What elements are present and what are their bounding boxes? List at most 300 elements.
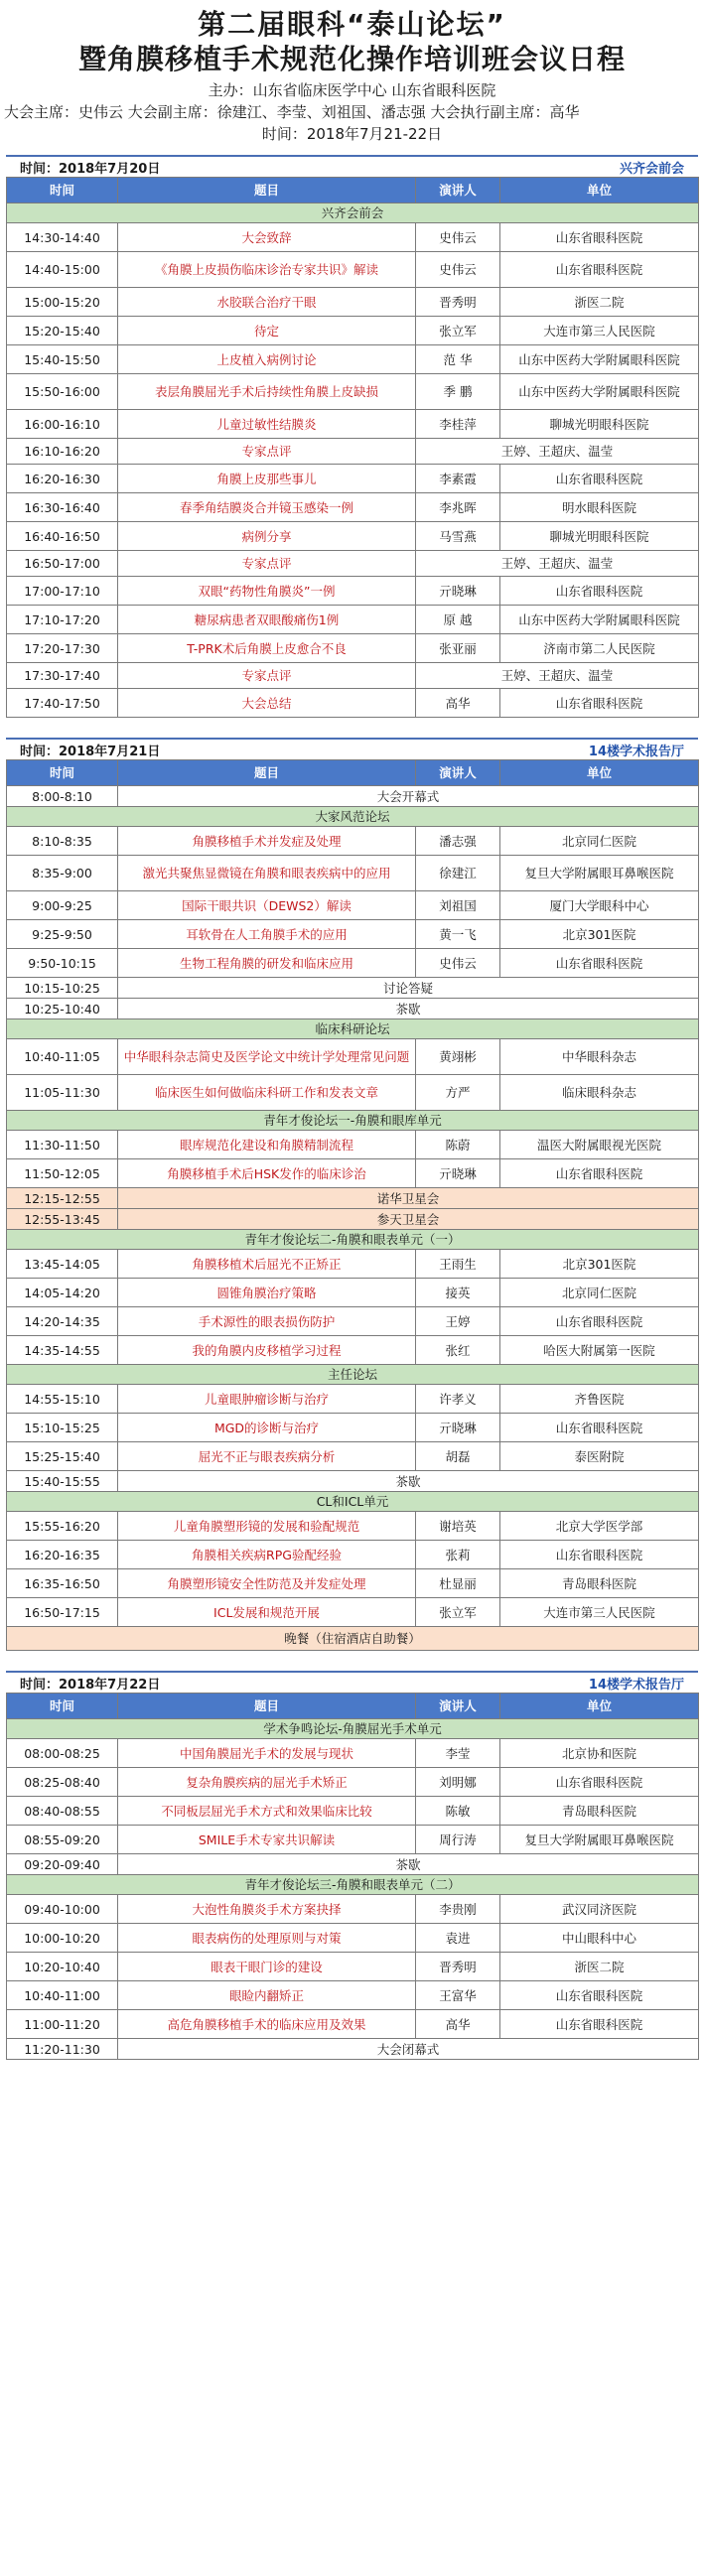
table-row [7, 1131, 699, 1159]
title-line2: 暨角膜移植手术规范化操作培训班会议日程 [77, 43, 626, 75]
table-row [7, 978, 699, 999]
session-topic: 耳软骨在人工角膜手术的应用 [118, 920, 416, 949]
session-unit: 山东省眼科医院 [500, 465, 699, 493]
column-header-time: 时间 [7, 1694, 118, 1719]
section-row [7, 1230, 699, 1250]
session-topic: 眼库规范化建设和角膜精制流程 [118, 1131, 416, 1159]
session-speaker: 胡磊 [416, 1442, 500, 1471]
table-row [7, 522, 699, 551]
column-header-speaker: 演讲人 [416, 178, 500, 203]
session-topic: 角膜移植术后屈光不正矫正 [118, 1250, 416, 1279]
session-unit: 北京301医院 [500, 920, 699, 949]
session-speaker: 史伟云 [416, 252, 500, 288]
session-topic: SMILE手术专家共识解读 [118, 1826, 416, 1854]
session-unit: 聊城光明眼科医院 [500, 522, 699, 551]
section-title: 青年才俊论坛一-角膜和眼库单元 [7, 1111, 699, 1131]
table-row [7, 252, 699, 288]
day-venue: 14楼学术报告厅 [588, 1677, 684, 1693]
session-title: 讨论答疑 [118, 978, 699, 999]
session-unit: 山东省眼科医院 [500, 1307, 699, 1336]
schedule [0, 145, 704, 2060]
day-header [6, 155, 698, 177]
session-time: 11:30-11:50 [7, 1131, 118, 1159]
session-time: 16:35-16:50 [7, 1569, 118, 1598]
session-unit: 山东省眼科医院 [500, 1414, 699, 1442]
table-row [7, 493, 699, 522]
session-speaker: 晋秀明 [416, 288, 500, 317]
session-topic: 中国角膜屈光手术的发展与现状 [118, 1739, 416, 1768]
session-topic: 复杂角膜疾病的屈光手术矫正 [118, 1768, 416, 1797]
table-row [7, 1188, 699, 1209]
session-time: 15:40-15:55 [7, 1471, 118, 1492]
session-topic: 儿童眼肿瘤诊断与治疗 [118, 1385, 416, 1414]
session-time: 9:25-9:50 [7, 920, 118, 949]
session-unit: 大连市第三人民医院 [500, 317, 699, 345]
chairs-line: 大会主席：史伟云 大会副主席：徐建江、李莹、刘祖国、潘志强 大会执行副主席：高华 [4, 103, 580, 121]
table-row [7, 317, 699, 345]
table-row [7, 1307, 699, 1336]
session-speaker: 范 华 [416, 345, 500, 374]
session-speaker: 李莹 [416, 1739, 500, 1768]
session-unit: 山东中医药大学附属眼科医院 [500, 345, 699, 374]
session-topic: 临床医生如何做临床科研工作和发表文章 [118, 1075, 416, 1111]
session-unit: 中华眼科杂志 [500, 1039, 699, 1075]
session-time: 16:20-16:35 [7, 1541, 118, 1569]
session-time: 14:20-14:35 [7, 1307, 118, 1336]
session-time: 16:10-16:20 [7, 439, 118, 465]
session-time: 15:55-16:20 [7, 1512, 118, 1541]
session-time: 14:30-14:40 [7, 223, 118, 252]
session-time: 10:40-11:00 [7, 1981, 118, 2010]
session-time: 14:40-15:00 [7, 252, 118, 288]
table-row [7, 1385, 699, 1414]
session-topic: 高危角膜移植手术的临床应用及效果 [118, 2010, 416, 2039]
table-row [7, 1598, 699, 1627]
section-title: 青年才俊论坛三-角膜和眼表单元（二） [7, 1875, 699, 1895]
session-speaker: 亓晓琳 [416, 1414, 500, 1442]
section-row [7, 807, 699, 827]
table-row [7, 949, 699, 978]
session-time: 15:10-15:25 [7, 1414, 118, 1442]
section-row [7, 1875, 699, 1895]
session-title: 茶歇 [118, 1854, 699, 1875]
table-row [7, 663, 699, 689]
session-unit: 山东省眼科医院 [500, 949, 699, 978]
session-topic: 《角膜上皮损伤临床诊治专家共识》解读 [118, 252, 416, 288]
section-row [7, 1111, 699, 1131]
session-topic: 双眼“药物性角膜炎”一例 [118, 577, 416, 606]
session-time: 16:40-16:50 [7, 522, 118, 551]
session-speaker: 亓晓琳 [416, 577, 500, 606]
session-speaker: 亓晓琳 [416, 1159, 500, 1188]
table-row [7, 439, 699, 465]
table-row [7, 1209, 699, 1230]
session-topic: 屈光不正与眼表疾病分析 [118, 1442, 416, 1471]
session-title: 大会闭幕式 [118, 2039, 699, 2060]
table-row [7, 689, 699, 718]
session-unit: 北京协和医院 [500, 1739, 699, 1768]
session-speaker: 周行涛 [416, 1826, 500, 1854]
session-time: 11:05-11:30 [7, 1075, 118, 1111]
session-topic: 眼睑内翻矫正 [118, 1981, 416, 2010]
session-unit: 山东省眼科医院 [500, 223, 699, 252]
table-row [7, 634, 699, 663]
table-row [7, 920, 699, 949]
table-row [7, 1075, 699, 1111]
session-unit: 山东省眼科医院 [500, 1159, 699, 1188]
session-topic: MGD的诊断与治疗 [118, 1414, 416, 1442]
session-topic: 待定 [118, 317, 416, 345]
session-unit: 山东中医药大学附属眼科医院 [500, 606, 699, 634]
session-unit: 山东省眼科医院 [500, 1541, 699, 1569]
session-unit: 大连市第三人民医院 [500, 1598, 699, 1627]
session-speaker: 李素霞 [416, 465, 500, 493]
session-speaker: 刘明娜 [416, 1768, 500, 1797]
session-topic: 角膜相关疾病RPG验配经验 [118, 1541, 416, 1569]
day-date: 时间：2018年7月22日 [20, 1677, 161, 1693]
session-speaker: 潘志强 [416, 827, 500, 856]
session-time: 08:40-08:55 [7, 1797, 118, 1826]
session-speaker: 黄一飞 [416, 920, 500, 949]
session-unit: 山东省眼科医院 [500, 2010, 699, 2039]
session-unit: 浙医二院 [500, 288, 699, 317]
column-header-topic: 题目 [118, 178, 416, 203]
session-speaker: 王婷、王超庆、温莹 [416, 663, 699, 689]
session-unit: 北京301医院 [500, 1250, 699, 1279]
session-unit: 青岛眼科医院 [500, 1797, 699, 1826]
session-time: 12:15-12:55 [7, 1188, 118, 1209]
session-unit: 武汉同济医院 [500, 1895, 699, 1924]
session-time: 9:00-9:25 [7, 891, 118, 920]
table-row [7, 1739, 699, 1768]
session-speaker: 张立军 [416, 317, 500, 345]
day-header [6, 738, 698, 759]
session-time: 17:40-17:50 [7, 689, 118, 718]
section-row [7, 1492, 699, 1512]
session-topic: 专家点评 [118, 551, 416, 577]
session-topic: 不同板层屈光手术方式和效果临床比较 [118, 1797, 416, 1826]
section-row [7, 1019, 699, 1039]
session-time: 10:00-10:20 [7, 1924, 118, 1953]
section-title: 大家风范论坛 [7, 807, 699, 827]
session-time: 15:25-15:40 [7, 1442, 118, 1471]
session-time: 08:00-08:25 [7, 1739, 118, 1768]
day-date: 时间：2018年7月21日 [20, 744, 161, 759]
table-row [7, 374, 699, 410]
session-speaker: 接英 [416, 1279, 500, 1307]
table-row [7, 1471, 699, 1492]
table-row [7, 288, 699, 317]
session-topic: 国际干眼共识（DEWS2）解读 [118, 891, 416, 920]
section-title: 青年才俊论坛二-角膜和眼表单元（一） [7, 1230, 699, 1250]
table-row [7, 1854, 699, 1875]
session-time: 9:50-10:15 [7, 949, 118, 978]
session-time: 09:40-10:00 [7, 1895, 118, 1924]
session-unit: 聊城光明眼科医院 [500, 410, 699, 439]
session-speaker: 刘祖国 [416, 891, 500, 920]
session-topic: 儿童角膜塑形镜的发展和验配规范 [118, 1512, 416, 1541]
session-topic: 角膜上皮那些事儿 [118, 465, 416, 493]
session-speaker: 谢培英 [416, 1512, 500, 1541]
session-unit: 济南市第二人民医院 [500, 634, 699, 663]
column-header-unit: 单位 [500, 1694, 699, 1719]
session-time: 11:50-12:05 [7, 1159, 118, 1188]
session-topic: 水胶联合治疗干眼 [118, 288, 416, 317]
header [0, 0, 704, 145]
session-topic: 生物工程角膜的研发和临床应用 [118, 949, 416, 978]
session-title: 茶歇 [118, 999, 699, 1019]
table-row [7, 1826, 699, 1854]
table-row [7, 1250, 699, 1279]
session-topic: 激光共聚焦显微镜在角膜和眼表疾病中的应用 [118, 856, 416, 891]
column-header-topic: 题目 [118, 1694, 416, 1719]
table-row [7, 465, 699, 493]
schedule-table [6, 759, 699, 1651]
table-row [7, 1768, 699, 1797]
session-title: 大会开幕式 [118, 786, 699, 807]
session-title: 晚餐（住宿酒店自助餐） [7, 1627, 699, 1651]
session-speaker: 李贵刚 [416, 1895, 500, 1924]
session-time: 15:50-16:00 [7, 374, 118, 410]
column-header-time: 时间 [7, 760, 118, 786]
session-unit: 齐鲁医院 [500, 1385, 699, 1414]
table-row [7, 1569, 699, 1598]
session-speaker: 王婷 [416, 1307, 500, 1336]
section-row [7, 1719, 699, 1739]
column-header-topic: 题目 [118, 760, 416, 786]
session-speaker: 张红 [416, 1336, 500, 1365]
table-row [7, 827, 699, 856]
session-topic: 病例分享 [118, 522, 416, 551]
session-time: 16:20-16:30 [7, 465, 118, 493]
session-speaker: 马雪燕 [416, 522, 500, 551]
session-unit: 哈医大附属第一医院 [500, 1336, 699, 1365]
session-speaker: 史伟云 [416, 949, 500, 978]
session-speaker: 陈蔚 [416, 1131, 500, 1159]
table-row [7, 1279, 699, 1307]
day-date: 时间：2018年7月20日 [20, 161, 161, 177]
session-time: 17:20-17:30 [7, 634, 118, 663]
session-speaker: 袁进 [416, 1924, 500, 1953]
session-topic: ICL发展和规范开展 [118, 1598, 416, 1627]
session-unit: 山东省眼科医院 [500, 1981, 699, 2010]
session-time: 17:00-17:10 [7, 577, 118, 606]
session-speaker: 王富华 [416, 1981, 500, 2010]
session-speaker: 黄翊彬 [416, 1039, 500, 1075]
schedule-table [6, 177, 699, 718]
session-unit: 青岛眼科医院 [500, 1569, 699, 1598]
session-topic: 儿童过敏性结膜炎 [118, 410, 416, 439]
section-title: 临床科研论坛 [7, 1019, 699, 1039]
session-time: 16:50-17:15 [7, 1598, 118, 1627]
table-header-row [7, 178, 699, 203]
table-row [7, 1895, 699, 1924]
day-venue: 14楼学术报告厅 [588, 744, 684, 759]
session-topic: 上皮植入病例讨论 [118, 345, 416, 374]
session-time: 08:25-08:40 [7, 1768, 118, 1797]
session-title: 诺华卫星会 [118, 1188, 699, 1209]
session-unit: 复旦大学附属眼耳鼻喉医院 [500, 1826, 699, 1854]
session-time: 14:05-14:20 [7, 1279, 118, 1307]
table-row [7, 2039, 699, 2060]
section-row [7, 1365, 699, 1385]
session-unit: 浙医二院 [500, 1953, 699, 1981]
session-unit: 北京大学医学部 [500, 1512, 699, 1541]
session-unit: 山东省眼科医院 [500, 689, 699, 718]
session-unit: 泰医附院 [500, 1442, 699, 1471]
session-time: 14:35-14:55 [7, 1336, 118, 1365]
session-speaker: 王婷、王超庆、温莹 [416, 439, 699, 465]
session-time: 10:20-10:40 [7, 1953, 118, 1981]
table-row [7, 786, 699, 807]
section-title: 兴齐会前会 [7, 203, 699, 223]
table-row [7, 1039, 699, 1075]
session-speaker: 徐建江 [416, 856, 500, 891]
session-time: 8:00-8:10 [7, 786, 118, 807]
session-time: 15:00-15:20 [7, 288, 118, 317]
table-row [7, 551, 699, 577]
session-speaker: 原 越 [416, 606, 500, 634]
column-header-time: 时间 [7, 178, 118, 203]
table-row [7, 1953, 699, 1981]
column-header-speaker: 演讲人 [416, 1694, 500, 1719]
session-speaker: 王婷、王超庆、温莹 [416, 551, 699, 577]
session-time: 10:40-11:05 [7, 1039, 118, 1075]
session-time: 15:40-15:50 [7, 345, 118, 374]
session-speaker: 高华 [416, 2010, 500, 2039]
session-speaker: 史伟云 [416, 223, 500, 252]
session-time: 16:00-16:10 [7, 410, 118, 439]
column-header-unit: 单位 [500, 178, 699, 203]
session-unit: 复旦大学附属眼耳鼻喉医院 [500, 856, 699, 891]
session-topic: 角膜塑形镜安全性防范及并发症处理 [118, 1569, 416, 1598]
day-venue: 兴齐会前会 [619, 161, 684, 177]
session-speaker: 张莉 [416, 1541, 500, 1569]
session-unit: 厦门大学眼科中心 [500, 891, 699, 920]
session-topic: 眼表病伤的处理原则与对策 [118, 1924, 416, 1953]
session-topic: 大会总结 [118, 689, 416, 718]
session-time: 14:55-15:10 [7, 1385, 118, 1414]
session-speaker: 方严 [416, 1075, 500, 1111]
session-time: 08:55-09:20 [7, 1826, 118, 1854]
table-row [7, 1414, 699, 1442]
table-row [7, 1159, 699, 1188]
session-time: 10:25-10:40 [7, 999, 118, 1019]
column-header-unit: 单位 [500, 760, 699, 786]
session-unit: 山东省眼科医院 [500, 252, 699, 288]
session-topic: T-PRK术后角膜上皮愈合不良 [118, 634, 416, 663]
session-topic: 表层角膜屈光手术后持续性角膜上皮缺损 [118, 374, 416, 410]
session-topic: 糖尿病患者双眼酸痛伤1例 [118, 606, 416, 634]
table-row [7, 891, 699, 920]
session-time: 11:20-11:30 [7, 2039, 118, 2060]
session-time: 13:45-14:05 [7, 1250, 118, 1279]
table-row [7, 1512, 699, 1541]
session-speaker: 李桂萍 [416, 410, 500, 439]
table-row [7, 1924, 699, 1953]
session-speaker: 张亚丽 [416, 634, 500, 663]
table-header-row [7, 760, 699, 786]
session-time: 17:10-17:20 [7, 606, 118, 634]
section-row [7, 203, 699, 223]
session-topic: 专家点评 [118, 663, 416, 689]
session-time: 10:15-10:25 [7, 978, 118, 999]
session-speaker: 高华 [416, 689, 500, 718]
table-row [7, 223, 699, 252]
session-topic: 眼表干眼门诊的建设 [118, 1953, 416, 1981]
section-title: 学术争鸣论坛-角膜屈光手术单元 [7, 1719, 699, 1739]
table-row [7, 999, 699, 1019]
section-title: CL和ICL单元 [7, 1492, 699, 1512]
session-unit: 中山眼科中心 [500, 1924, 699, 1953]
day-header [6, 1671, 698, 1693]
session-time: 8:10-8:35 [7, 827, 118, 856]
table-row [7, 2010, 699, 2039]
session-topic: 大会致辞 [118, 223, 416, 252]
session-title: 参天卫星会 [118, 1209, 699, 1230]
session-speaker: 晋秀明 [416, 1953, 500, 1981]
table-row [7, 577, 699, 606]
session-speaker: 季 鹏 [416, 374, 500, 410]
session-time: 16:50-17:00 [7, 551, 118, 577]
section-title: 主任论坛 [7, 1365, 699, 1385]
session-unit: 明水眼科医院 [500, 493, 699, 522]
session-time: 16:30-16:40 [7, 493, 118, 522]
session-topic: 角膜移植手术并发症及处理 [118, 827, 416, 856]
session-time: 11:00-11:20 [7, 2010, 118, 2039]
session-unit: 山东中医药大学附属眼科医院 [500, 374, 699, 410]
table-row [7, 1981, 699, 2010]
session-topic: 专家点评 [118, 439, 416, 465]
session-time: 15:20-15:40 [7, 317, 118, 345]
table-row [7, 1797, 699, 1826]
conference-time: 时间：2018年7月21-22日 [261, 125, 443, 143]
session-speaker: 李兆晖 [416, 493, 500, 522]
table-row [7, 410, 699, 439]
table-row [7, 1336, 699, 1365]
session-speaker: 许孝义 [416, 1385, 500, 1414]
session-topic: 春季角结膜炎合并镜玉感染一例 [118, 493, 416, 522]
column-header-speaker: 演讲人 [416, 760, 500, 786]
session-unit: 山东省眼科医院 [500, 1768, 699, 1797]
session-unit: 北京同仁医院 [500, 1279, 699, 1307]
session-unit: 北京同仁医院 [500, 827, 699, 856]
session-time: 09:20-09:40 [7, 1854, 118, 1875]
table-row [7, 856, 699, 891]
session-topic: 大泡性角膜炎手术方案抉择 [118, 1895, 416, 1924]
session-topic: 手术源性的眼表损伤防护 [118, 1307, 416, 1336]
table-row [7, 1541, 699, 1569]
session-time: 8:35-9:00 [7, 856, 118, 891]
session-topic: 圆锥角膜治疗策略 [118, 1279, 416, 1307]
title-line1: 第二届眼科“泰山论坛” [198, 8, 506, 41]
session-unit: 临床眼科杂志 [500, 1075, 699, 1111]
session-topic: 角膜移植手术后HSK发作的临床诊治 [118, 1159, 416, 1188]
schedule-table [6, 1693, 699, 2060]
session-topic: 中华眼科杂志简史及医学论文中统计学处理常见问题 [118, 1039, 416, 1075]
session-time: 17:30-17:40 [7, 663, 118, 689]
session-unit: 温医大附属眼视光医院 [500, 1131, 699, 1159]
session-speaker: 王雨生 [416, 1250, 500, 1279]
session-speaker: 杜显丽 [416, 1569, 500, 1598]
session-speaker: 张立军 [416, 1598, 500, 1627]
table-row [7, 606, 699, 634]
table-row [7, 345, 699, 374]
host-line: 主办：山东省临床医学中心 山东省眼科医院 [208, 81, 496, 99]
session-unit: 山东省眼科医院 [500, 577, 699, 606]
table-header-row [7, 1694, 699, 1719]
table-row [7, 1627, 699, 1651]
